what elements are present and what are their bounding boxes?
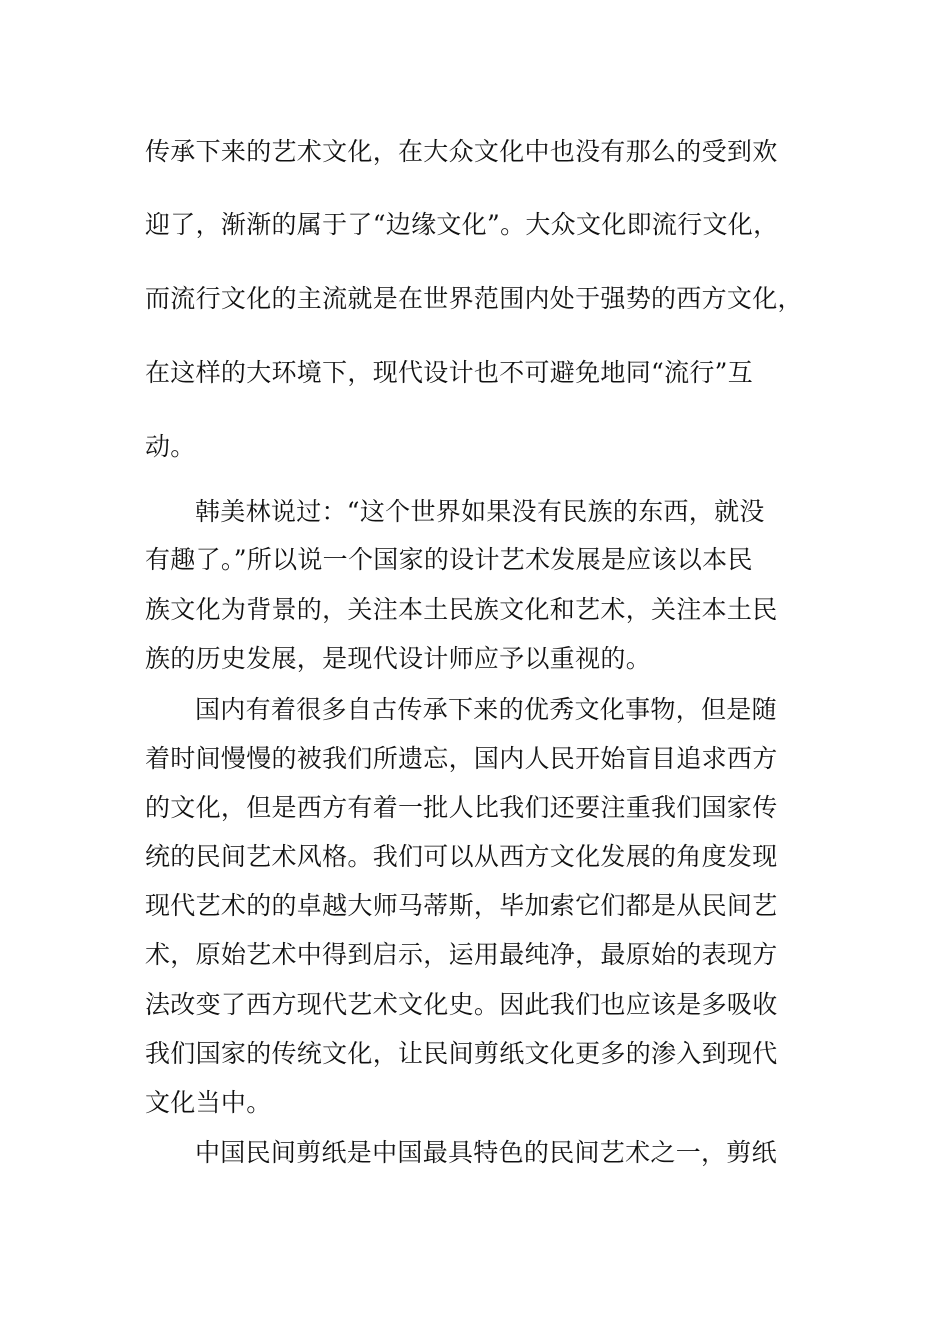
paragraph-first-line: 韩美林说过：“这个世界如果没有民族的东西，就没 (195, 497, 765, 526)
text-line: 传承下来的艺术文化，在大众文化中也没有那么的受到欢 (145, 137, 778, 166)
text-line: 族文化为背景的，关注本土民族文化和艺术，关注本土民 (145, 595, 778, 624)
text-line: 的文化，但是西方有着一批人比我们还要注重我们国家传 (145, 793, 778, 822)
text-line: 文化当中。 (145, 1088, 272, 1117)
text-line: 动。 (145, 432, 196, 461)
text-line: 迎了，渐渐的属于了“边缘文化”。大众文化即流行文化， (145, 210, 779, 239)
text-line: 着时间慢慢的被我们所遗忘，国内人民开始盲目追求西方 (145, 744, 778, 773)
text-line: 在这样的大环境下，现代设计也不可避免地同“流行”互 (145, 358, 754, 387)
paragraph-first-line: 国内有着很多自古传承下来的优秀文化事物，但是随 (195, 695, 777, 724)
text-line: 而流行文化的主流就是在世界范围内处于强势的西方文化， (145, 284, 803, 313)
text-line: 族的历史发展，是现代设计师应予以重视的。 (145, 644, 652, 673)
text-line: 有趣了。”所以说一个国家的设计艺术发展是应该以本民 (145, 545, 753, 574)
text-line: 术，原始艺术中得到启示，运用最纯净，最原始的表现方 (145, 940, 778, 969)
text-line: 法改变了西方现代艺术文化史。因此我们也应该是多吸收 (145, 990, 778, 1019)
text-line: 我们国家的传统文化，让民间剪纸文化更多的渗入到现代 (145, 1039, 778, 1068)
text-line: 现代艺术的的卓越大师马蒂斯，毕加索它们都是从民间艺 (145, 891, 778, 920)
paragraph-first-line: 中国民间剪纸是中国最具特色的民间艺术之一，剪纸 (195, 1138, 777, 1167)
text-line: 统的民间艺术风格。我们可以从西方文化发展的角度发现 (145, 842, 778, 871)
